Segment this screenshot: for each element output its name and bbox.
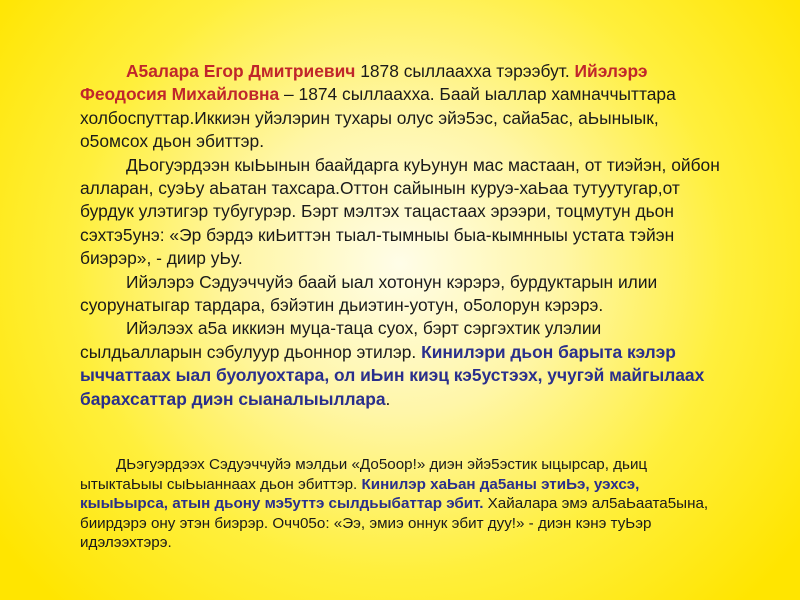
paragraph-4-text: Ийэлээх а5а иккиэн муца-таца суох, бэрт сэргэхтик улэлии сылдьалларын сэбулуур дьоннор этилэр. xyxy=(80,318,602,362)
paragraph-1-text-1: 1878 сыллаахха тэрээбут. xyxy=(355,61,570,81)
paragraph-1 xyxy=(80,60,720,154)
paragraph-1-text-2: – 1874 сыллаахха. Баай ыаллар хамначчыттара холбоспуттар.Иккиэн уйэлэрин тухары олус эйэ5эс, сайа5ас, аЬыныык, о5омсох дьон эбиттэр. xyxy=(80,84,676,152)
paragraph-4 xyxy=(80,317,720,411)
bottom-text-block xyxy=(80,455,720,553)
bottom-text-1: ДЬэгуэрдээх Сэдуэччуйэ мэлдьи «До5оор!» диэн эйэ5эстик ыцырсар, дьиц ытыктаЬыы сыЬыаннаах дьон эбиттэр. xyxy=(80,456,648,493)
bottom-emphasis: Кинилэр хаЬан да5аны этиЬэ, уэхсэ, кыыЬырса, атын дьону мэ5уттэ сылдьыбаттар эбит. xyxy=(80,475,640,513)
bottom-paragraph xyxy=(80,455,720,553)
father-name: А5алара Егор Дмитриевич xyxy=(126,61,356,81)
mother-name: Ийэлэрэ Феодосия Михайловна xyxy=(80,61,648,105)
bottom-text-2: Хайалара эмэ ал5аЬаата5ына, биирдэрэ ону этэн биэрэр. Очч05о: «Ээ, эмиэ оннук эбит дуу!» - диэн кэнэ туЬэр идэлээхтэрэ. xyxy=(80,495,709,552)
paragraph-4-emphasis: Кинилэри дьон барыта кэлэр ыччаттаах ыал буолуохтара, ол иЬин киэц кэ5устээх, учугэй майгылаах барахсаттар диэн сыаналыыллара xyxy=(80,341,705,409)
main-text-block xyxy=(80,60,720,411)
paragraph-2: ДЬогуэрдээн кыЬынын баайдарга куЬунун мас мастаан, от тиэйэн, ойбон алларан, суэЬу аЬатан тахсара.Оттон сайынын куруэ-хаЬаа тутуутугар,от бурдук улэтигэр тубугурэр. Бэрт мэлтэх тацастаах эрээри, тоцмутун дьон сэхтэ5унэ: «Эр бэрдэ киЬиттэн тыал-тымныы быа-кымнныы устата тэйэн биэрэр», - диир уЬу. xyxy=(80,154,720,269)
paragraph-3: Ийэлэрэ Сэдуэччуйэ баай ыал хотонун кэрэрэ, бурдуктарын илии суорунатыгар тардара, бэйэтин дьиэтин-уотун, о5олорун кэрэрэ. xyxy=(80,271,658,316)
paragraph-4-end: . xyxy=(385,388,391,409)
